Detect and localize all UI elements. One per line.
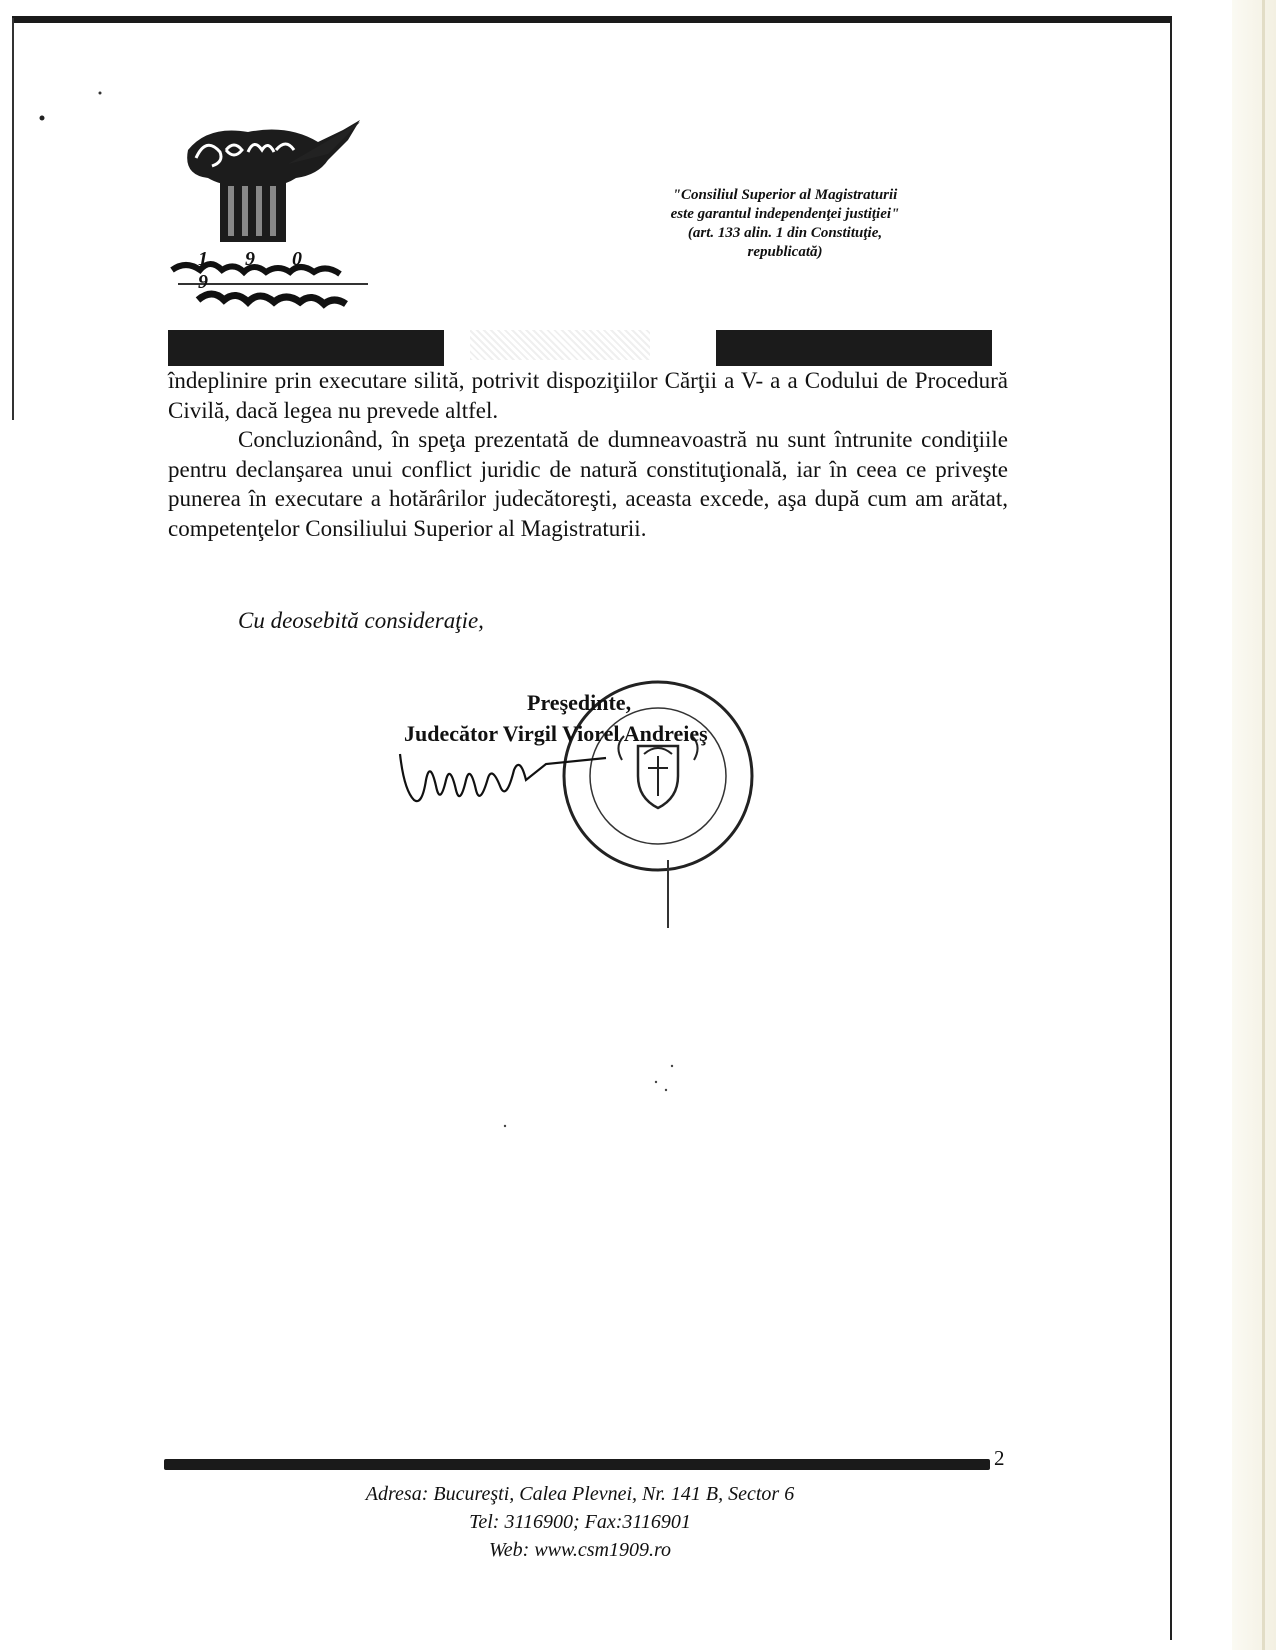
footer-web: Web: www.csm1909.ro bbox=[488, 1539, 672, 1561]
motto-line-1: "Consiliul Superior al Magistraturii bbox=[672, 187, 898, 203]
csm-logo-graphic bbox=[168, 120, 388, 330]
footer-address: Adresa: Bucureşti, Calea Plevnei, Nr. 141 B, Sector 6 bbox=[365, 1483, 795, 1505]
signatory-name: Judecător Virgil Viorel Andreieş bbox=[404, 721, 708, 746]
footer-phone: Tel: 3116900; Fax:3116901 bbox=[469, 1511, 691, 1533]
scan-noise bbox=[470, 330, 650, 360]
letter-body bbox=[168, 366, 1008, 543]
motto-line-4: republicată) bbox=[747, 244, 823, 260]
stamp-stroke bbox=[667, 860, 669, 928]
redaction-bar-left bbox=[168, 330, 444, 366]
constitution-motto bbox=[620, 186, 950, 262]
scan-left-border bbox=[12, 18, 14, 420]
body-paragraph-2: Concluzionând, în speţa prezentată de dumneavoastră nu sunt întrunite condiţiile pentru declanşarea unui conflict juridic de natură constituţională, iar în ceea ce priveşte punerea în executare a hotărârilor judecătoreşti, aceasta excede, aşa după cum am arătat, competenţelor Consiliului Superior al Magistraturii. bbox=[168, 427, 1008, 541]
closing-salutation: Cu deosebită consideraţie, bbox=[238, 608, 484, 633]
handwritten-signature bbox=[396, 750, 626, 810]
page-number: 2 bbox=[994, 1446, 1005, 1470]
scan-top-border bbox=[12, 16, 1172, 23]
scan-page-edge bbox=[1232, 0, 1276, 1650]
scan-right-border bbox=[1170, 20, 1172, 1640]
footer-divider bbox=[164, 1459, 990, 1470]
redaction-bar-right bbox=[716, 330, 992, 366]
body-paragraph-1: îndeplinire prin executare silită, potrivit dispoziţiilor Cărţii a V- a a Codului de Procedură Civilă, dacă legea nu prevede altfel. bbox=[168, 368, 1008, 423]
scan-page-edge-line bbox=[1262, 0, 1265, 1650]
footer-contact bbox=[300, 1480, 860, 1564]
motto-line-3: (art. 133 alin. 1 din Constituţie, bbox=[687, 225, 883, 241]
logo-year: 1 9 0 9 bbox=[198, 248, 318, 293]
csm-logo bbox=[168, 120, 388, 330]
motto-line-2: este garantul independenţei justiţiei" bbox=[670, 206, 900, 222]
signatory-title: Preşedinte, bbox=[527, 690, 632, 715]
